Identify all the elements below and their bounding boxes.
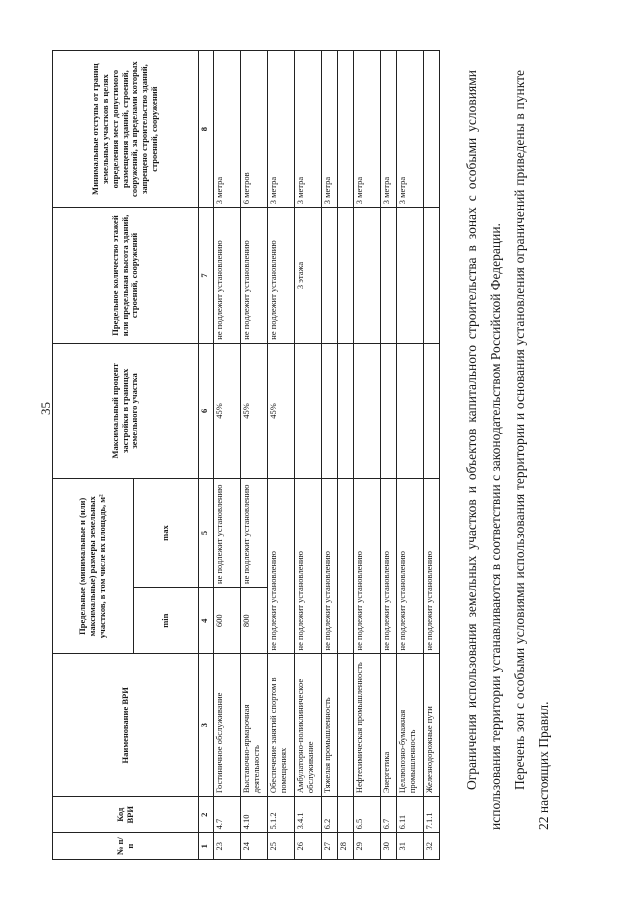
row-setback: 3 метра <box>397 51 424 208</box>
row-setback: 3 метра <box>214 51 241 208</box>
header-max: max <box>134 479 199 588</box>
row-floors: 3 этажа <box>295 208 322 343</box>
column-number: 7 <box>199 208 214 343</box>
row-number: 24 <box>241 833 268 860</box>
row-floors: не подлежит установлению <box>241 208 268 343</box>
table-row <box>241 51 268 860</box>
row-minmax <box>338 479 354 654</box>
row-minmax: не подлежит установлению <box>424 479 440 654</box>
row-name: Целлюлозно-бумажная промышленность <box>397 654 424 797</box>
column-number: 3 <box>199 654 214 797</box>
row-number: 23 <box>214 833 241 860</box>
table-row <box>268 51 295 860</box>
table-row <box>397 51 424 860</box>
row-code: 6.11 <box>397 797 424 833</box>
table-row <box>424 51 440 860</box>
row-percent <box>295 343 322 478</box>
table-row <box>322 51 338 860</box>
row-setback: 3 метра <box>381 51 397 208</box>
row-floors: не подлежит установлению <box>268 208 295 343</box>
row-floors <box>322 208 338 343</box>
paragraph: Ограничения использования земельных участков и объектов капитального строительства в зонах с особыми условиями использования территории устанавливаются в соответствии с законодательством Российской Федерации. <box>464 70 503 830</box>
table-row <box>338 51 354 860</box>
header-name: Наименование ВРИ <box>53 654 199 797</box>
row-setback <box>424 51 440 208</box>
row-number: 26 <box>295 833 322 860</box>
header-floors: Предельное количество этажей или предельная высота зданий, строений, сооружений <box>53 208 199 343</box>
row-number: 31 <box>397 833 424 860</box>
table-row <box>354 51 381 860</box>
column-number: 8 <box>199 51 214 208</box>
row-floors: не подлежит установлению <box>214 208 241 343</box>
row-floors <box>424 208 440 343</box>
regulations-table <box>52 50 440 860</box>
row-minmax: не подлежит установлению <box>322 479 338 654</box>
table-row <box>214 51 241 860</box>
row-setback: 3 метра <box>322 51 338 208</box>
row-percent: 45% <box>268 343 295 478</box>
row-code: 6.7 <box>381 797 397 833</box>
row-percent <box>354 343 381 478</box>
row-code: 4.7 <box>214 797 241 833</box>
row-name: Тяжелая промышленность <box>322 654 338 797</box>
column-number: 6 <box>199 343 214 478</box>
row-min: 800 <box>241 587 268 654</box>
row-percent <box>397 343 424 478</box>
row-percent: 45% <box>214 343 241 478</box>
row-number: 28 <box>338 833 354 860</box>
row-minmax: не подлежит установлению <box>381 479 397 654</box>
row-number: 25 <box>268 833 295 860</box>
row-floors <box>397 208 424 343</box>
row-floors <box>381 208 397 343</box>
row-min: 600 <box>214 587 241 654</box>
page-number: 35 <box>38 402 53 415</box>
row-percent <box>381 343 397 478</box>
row-percent <box>322 343 338 478</box>
column-numbering-row <box>199 51 214 860</box>
body-text <box>460 70 556 830</box>
row-setback: 3 метра <box>354 51 381 208</box>
row-percent <box>424 343 440 478</box>
header-num: № п/п <box>53 833 199 860</box>
column-number: 1 <box>199 833 214 860</box>
row-number: 32 <box>424 833 440 860</box>
row-number: 30 <box>381 833 397 860</box>
row-floors <box>354 208 381 343</box>
row-name: Обеспечение занятий спортом в помещениях <box>268 654 295 797</box>
row-minmax: не подлежит установлению <box>295 479 322 654</box>
row-number: 27 <box>322 833 338 860</box>
row-name: Нефтехимическая промышленность <box>354 654 381 797</box>
column-number: 2 <box>199 797 214 833</box>
row-setback <box>338 51 354 208</box>
row-floors <box>338 208 354 343</box>
table-row <box>295 51 322 860</box>
row-setback: 6 метров <box>241 51 268 208</box>
column-number: 4 <box>199 587 214 654</box>
header-min: min <box>134 587 199 654</box>
row-code: 7.1.1 <box>424 797 440 833</box>
row-minmax: не подлежит установлению <box>268 479 295 654</box>
row-code: 3.4.1 <box>295 797 322 833</box>
row-code: 4.10 <box>241 797 268 833</box>
row-setback: 3 метра <box>295 51 322 208</box>
row-code <box>338 797 354 833</box>
header-size-group: Предельные (минимальные и (или) максимальные) размеры земельных участков, в том числе их площадь, м² <box>53 479 134 654</box>
row-max: не подлежит установлению <box>241 479 268 588</box>
row-minmax: не подлежит установлению <box>354 479 381 654</box>
row-name: Выставочно-ярмарочная деятельность <box>241 654 268 797</box>
row-number: 29 <box>354 833 381 860</box>
row-name: Энергетика <box>381 654 397 797</box>
header-setback: Минимальные отступы от границ земельных участков в целях определения мест допустимого размещения зданий, строений, сооружений, за пределами которых запрещено строительство зданий, строений, сооружений <box>53 51 199 208</box>
row-code: 6.5 <box>354 797 381 833</box>
row-percent: 45% <box>241 343 268 478</box>
row-code: 5.1.2 <box>268 797 295 833</box>
rotated-sheet <box>52 50 612 860</box>
row-name <box>338 654 354 797</box>
row-code: 6.2 <box>322 797 338 833</box>
row-max: не подлежит установлению <box>214 479 241 588</box>
row-name: Амбулаторно-поликлиническое обслуживание <box>295 654 322 797</box>
column-number: 5 <box>199 479 214 588</box>
row-minmax: не подлежит установлению <box>397 479 424 654</box>
row-percent <box>338 343 354 478</box>
paragraph: Перечень зон с особыми условиями использования территории и основания установления ограничений приведены в пункте 22 настоящих Правил. <box>512 70 551 830</box>
row-setback: 3 метра <box>268 51 295 208</box>
row-name: Гостиничное обслуживание <box>214 654 241 797</box>
header-code: Код ВРИ <box>53 797 199 833</box>
header-percent: Максимальный процент застройки в границах земельного участка <box>53 343 199 478</box>
table-row <box>381 51 397 860</box>
row-name: Железнодорожные пути <box>424 654 440 797</box>
